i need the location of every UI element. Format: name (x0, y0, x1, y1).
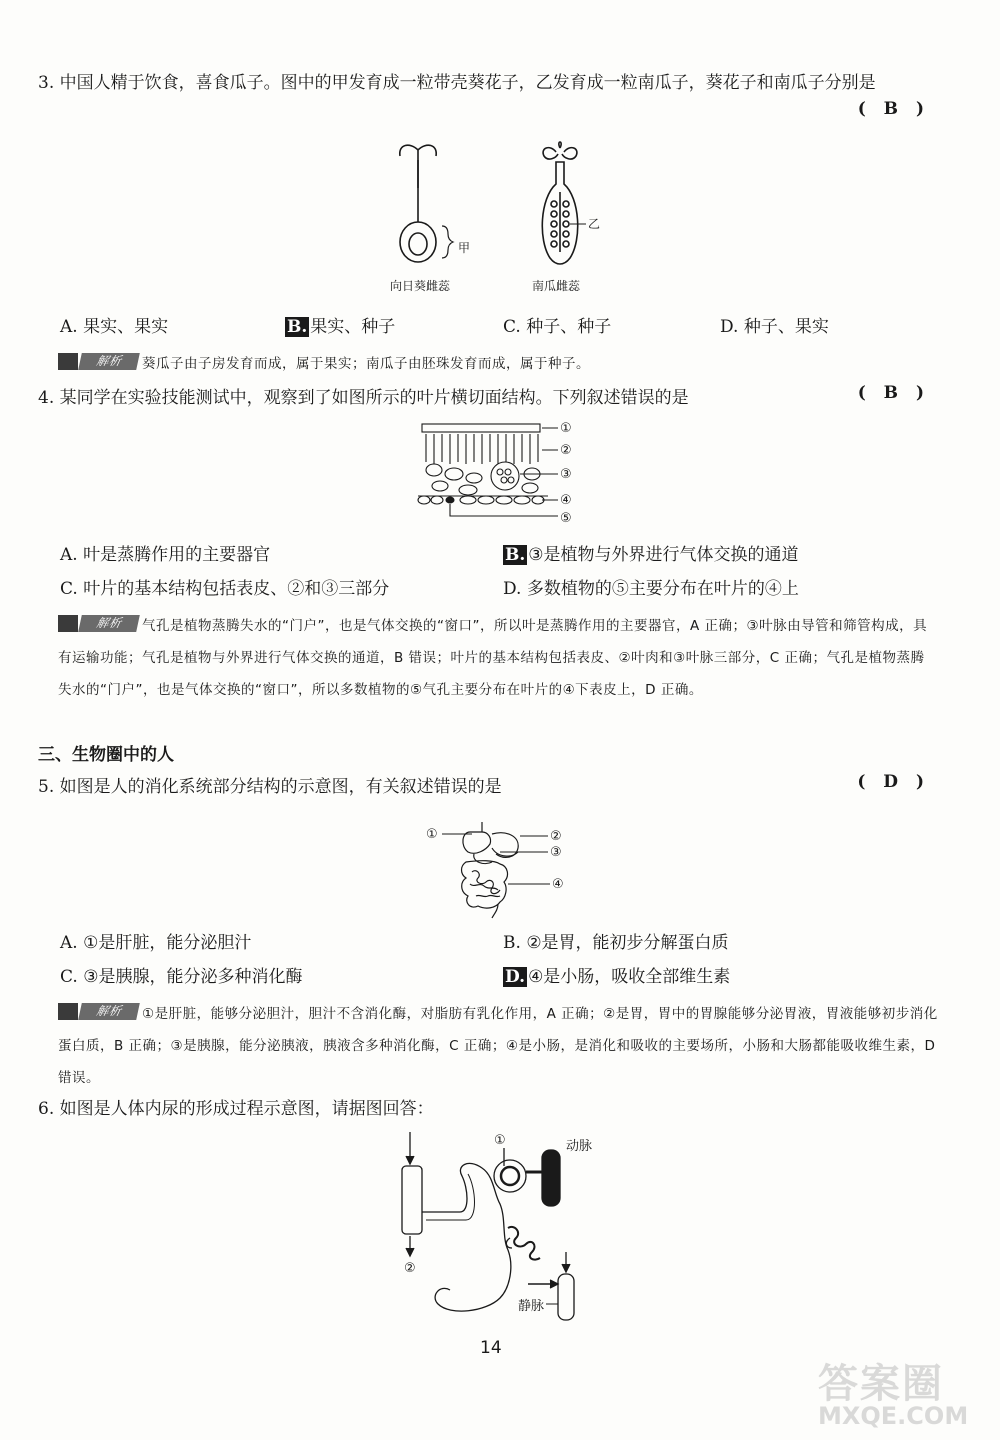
leaf-label-5: ⑤ (560, 511, 572, 526)
answer-mark: D. (505, 967, 526, 987)
question-5-options-row-2 (60, 962, 940, 992)
leaf-section (418, 424, 558, 516)
watermark-logo (800, 1350, 996, 1436)
digestive-system-figure (420, 818, 570, 922)
artery-label: 动脉 (566, 1139, 593, 1154)
question-3-explanation: 解析 葵瓜子由子房发育而成，属于果实；南瓜子由胚珠发育而成，属于种子。 (58, 348, 938, 380)
option-c: C. 叶片的基本结构包括表皮、②和③三部分 (60, 579, 390, 599)
option-d: D. 种子、果实 (720, 317, 829, 337)
question-5-answer: ( D ) (857, 772, 930, 792)
digest-label-1: ① (426, 827, 438, 842)
answer-mark: B. (287, 317, 308, 337)
question-3-text: 3. 中国人精于饮食，喜食瓜子。图中的甲发育成一粒带壳葵花子，乙发育成一粒南瓜子，葵花子和南瓜子分别是 (38, 73, 876, 93)
leaf-label-4: ④ (560, 493, 572, 508)
pistil-figure (380, 140, 640, 300)
analysis-badge: 解析 (58, 1002, 140, 1021)
label-yi: 乙 (588, 217, 601, 231)
option-c: C. 种子、种子 (503, 317, 612, 337)
leaf-label-1: ① (560, 421, 572, 436)
pumpkin-pistil (542, 142, 586, 264)
urine-label-2: ② (404, 1261, 416, 1276)
analysis-badge: 解析 (58, 614, 140, 633)
pumpkin-caption: 南瓜雌蕊 (532, 279, 581, 293)
answer-mark: B. (505, 545, 526, 565)
question-5-options-row-1 (60, 928, 940, 958)
label-jia: 甲 (458, 241, 471, 255)
question-5-text: 5. 如图是人的消化系统部分结构的示意图，有关叙述错误的是 (38, 777, 502, 797)
option-d: D. 多数植物的⑤主要分布在叶片的④上 (503, 579, 799, 599)
option-a: A. ①是肝脏，能分泌胆汁 (60, 933, 252, 953)
question-3-options (60, 312, 940, 342)
question-4-options-row-2 (60, 574, 940, 604)
analysis-badge: 解析 (58, 352, 140, 371)
leaf-label-3: ③ (560, 467, 572, 482)
digest-label-3: ③ (550, 845, 562, 860)
option-a: A. 果实、果实 (60, 317, 169, 337)
sunflower-caption: 向日葵雌蕊 (390, 279, 451, 293)
vein-label: 静脉 (518, 1299, 545, 1314)
page-number: 14 (480, 1338, 502, 1358)
watermark-bottom: MXQE.COM (818, 1402, 969, 1430)
option-b: B. ②是胃，能初步分解蛋白质 (503, 933, 729, 953)
digest-label-2: ② (550, 829, 562, 844)
leaf-cross-section-figure (410, 420, 590, 528)
option-b: B. ③是植物与外界进行气体交换的通道 (505, 545, 799, 565)
question-3-answer: ( B ) (857, 99, 930, 119)
leaf-label-2: ② (560, 443, 572, 458)
option-b: B. 果实、种子 (287, 317, 396, 337)
option-d: D. ④是小肠，吸收全部维生素 (505, 967, 731, 987)
question-4-answer: ( B ) (857, 383, 930, 403)
question-4-options-row-1 (60, 540, 940, 570)
option-a: A. 叶是蒸腾作用的主要器官 (60, 545, 271, 565)
digestive-organs (442, 822, 550, 918)
sunflower-pistil (400, 145, 453, 262)
question-6-text: 6. 如图是人体内尿的形成过程示意图，请据图回答： (38, 1099, 434, 1119)
watermark-top: 答案圈 (818, 1361, 944, 1407)
nephron-diagram (402, 1132, 574, 1320)
digest-label-4: ④ (552, 877, 564, 892)
question-4-explanation: 解析 气孔是植物蒸腾失水的“门户”，也是气体交换的“窗口”，所以叶是蒸腾作用的主要器官，A 正确；③叶脉由导管和筛管构成，具有运输功能；气孔是植物与外界进行气体交换的通道，B 错误；叶片的基本结构包括表皮、②叶肉和③叶脉三部分，C 正确；气孔是植物蒸腾失水的“门户”，也是气体交换的“窗口”，所以多数植物的⑤气孔主要分布在叶片的④下表皮上，D 正确。 (58, 616, 928, 698)
question-4-text: 4. 某同学在实验技能测试中，观察到了如图所示的叶片横切面结构。下列叙述错误的是 (38, 388, 689, 408)
section-title: 三、生物圈中的人 (38, 745, 174, 765)
urine-label-1: ① (494, 1133, 506, 1148)
question-5-explanation: 解析 ①是肝脏，能够分泌胆汁，胆汁不含消化酶，对脂肪有乳化作用，A 正确；②是胃，胃中的胃腺能够分泌胃液，胃液能够初步消化蛋白质，B 正确；③是胰腺，能分泌胰液，胰液含多种消化酶，C 正确；④是小肠，是消化和吸收的主要场所，小肠和大肠都能吸收维生素，D 错误。 (58, 1004, 938, 1086)
option-c: C. ③是胰腺，能分泌多种消化酶 (60, 967, 303, 987)
urine-formation-figure (390, 1128, 610, 1330)
